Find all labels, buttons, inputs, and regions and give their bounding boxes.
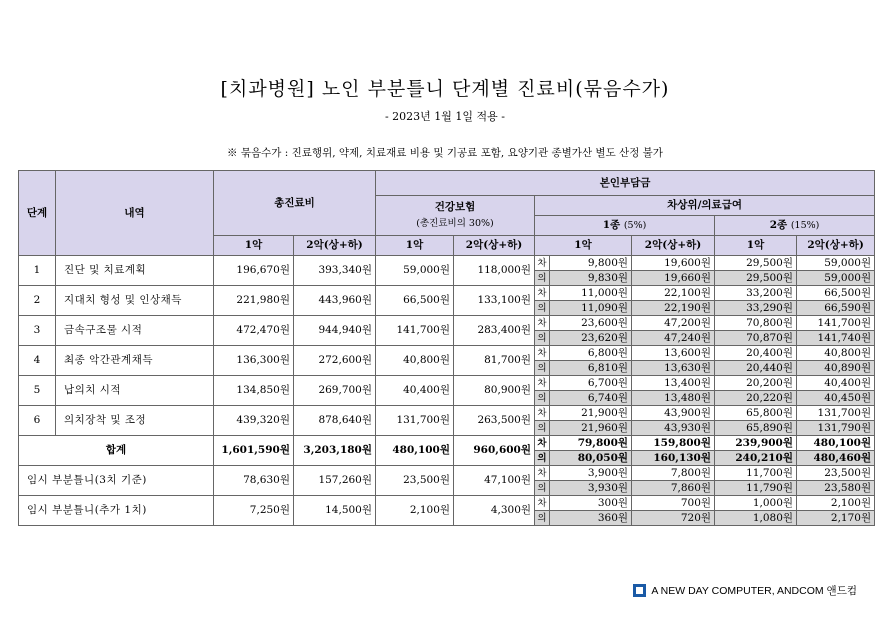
ui-value: 40,890원 [797, 361, 875, 376]
insurance-jaw2: 263,500원 [454, 406, 535, 436]
ui-value: 6,740원 [550, 391, 632, 406]
ui-value: 70,870원 [715, 331, 797, 346]
bundle-note: ※ 묶음수가 : 진료행위, 약제, 치료재료 비용 및 기공료 포함, 요양기관 종별가산 별도 산정 불가 [227, 147, 663, 159]
cha-value: 13,400원 [632, 376, 715, 391]
table-row [19, 286, 875, 301]
ui-value: 141,740원 [797, 331, 875, 346]
footer-brand [633, 583, 857, 598]
insurance-jaw1: 141,700원 [376, 316, 454, 346]
insurance-jaw2: 283,400원 [454, 316, 535, 346]
total-fee-jaw1: 472,470원 [214, 316, 294, 346]
cha-value: 2,100원 [797, 496, 875, 511]
cha-value: 23,600원 [550, 316, 632, 331]
stage-number: 6 [19, 406, 56, 436]
table-row [19, 436, 875, 451]
cha-value: 300원 [550, 496, 632, 511]
header-special: 차상위/의료급여 [535, 196, 875, 216]
stage-name: 금속구조물 시적 [56, 316, 214, 346]
type2-label: 2종 [769, 219, 788, 231]
ui-value: 480,460원 [797, 451, 875, 466]
total-fee-jaw2: 393,340원 [294, 256, 376, 286]
total-fee-jaw1: 134,850원 [214, 376, 294, 406]
stage-name: 지대치 형성 및 인상채득 [56, 286, 214, 316]
label-cha: 차 [535, 376, 550, 391]
header-content: 내역 [56, 171, 214, 256]
ui-value: 20,220원 [715, 391, 797, 406]
total-fee-jaw2: 878,640원 [294, 406, 376, 436]
ui-value: 13,630원 [632, 361, 715, 376]
stage-number: 5 [19, 376, 56, 406]
fee-table [18, 170, 875, 526]
label-cha: 차 [535, 466, 550, 481]
temp-name: 임시 부분틀니(3치 기준) [19, 466, 214, 496]
cha-value: 700원 [632, 496, 715, 511]
total-fee-jaw2: 944,940원 [294, 316, 376, 346]
header-ins-jaw2: 2악(상+하) [454, 236, 535, 256]
cha-value: 11,000원 [550, 286, 632, 301]
ui-value: 20,440원 [715, 361, 797, 376]
cha-value: 11,700원 [715, 466, 797, 481]
insurance-jaw1: 66,500원 [376, 286, 454, 316]
label-ui: 의 [535, 271, 550, 286]
insurance-jaw2: 47,100원 [454, 466, 535, 496]
total-fee-jaw2: 157,260원 [294, 466, 376, 496]
total-fee-jaw2: 443,960원 [294, 286, 376, 316]
insurance-jaw2: 960,600원 [454, 436, 535, 466]
cha-value: 40,800원 [797, 346, 875, 361]
ui-value: 80,050원 [550, 451, 632, 466]
cha-value: 6,800원 [550, 346, 632, 361]
cha-value: 239,900원 [715, 436, 797, 451]
ui-value: 13,480원 [632, 391, 715, 406]
cha-value: 22,100원 [632, 286, 715, 301]
cha-value: 29,500원 [715, 256, 797, 271]
stage-number: 3 [19, 316, 56, 346]
label-ui: 의 [535, 361, 550, 376]
insurance-jaw1: 40,400원 [376, 376, 454, 406]
cha-value: 480,100원 [797, 436, 875, 451]
cha-value: 13,600원 [632, 346, 715, 361]
cha-value: 59,000원 [797, 256, 875, 271]
ui-value: 7,860원 [632, 481, 715, 496]
label-ui: 의 [535, 481, 550, 496]
header-total-jaw2: 2악(상+하) [294, 236, 376, 256]
ui-value: 3,930원 [550, 481, 632, 496]
stage-name: 납의치 시적 [56, 376, 214, 406]
table-row [19, 496, 875, 511]
ui-value: 240,210원 [715, 451, 797, 466]
cha-value: 70,800원 [715, 316, 797, 331]
ui-value: 131,790원 [797, 421, 875, 436]
total-fee-jaw2: 269,700원 [294, 376, 376, 406]
header-total-fee: 총진료비 [214, 171, 376, 236]
ui-value: 21,960원 [550, 421, 632, 436]
cha-value: 79,800원 [550, 436, 632, 451]
cha-value: 65,800원 [715, 406, 797, 421]
total-fee-jaw2: 3,203,180원 [294, 436, 376, 466]
stage-name: 최종 악간관계채득 [56, 346, 214, 376]
ui-value: 23,580원 [797, 481, 875, 496]
ui-value: 33,290원 [715, 301, 797, 316]
header-stage: 단계 [19, 171, 56, 256]
header-ins-jaw1: 1악 [376, 236, 454, 256]
cha-value: 43,900원 [632, 406, 715, 421]
ui-value: 160,130원 [632, 451, 715, 466]
insurance-jaw1: 23,500원 [376, 466, 454, 496]
cha-value: 23,500원 [797, 466, 875, 481]
insurance-label: 건강보험 [434, 201, 476, 213]
header-copay: 본인부담금 [376, 171, 875, 196]
label-cha: 차 [535, 286, 550, 301]
header-t1-jaw2: 2악(상+하) [632, 236, 715, 256]
label-ui: 의 [535, 331, 550, 346]
total-label: 합계 [19, 436, 214, 466]
insurance-jaw2: 80,900원 [454, 376, 535, 406]
ui-value: 66,590원 [797, 301, 875, 316]
header-t2-jaw2: 2악(상+하) [797, 236, 875, 256]
label-ui: 의 [535, 421, 550, 436]
label-ui: 의 [535, 391, 550, 406]
ui-value: 6,810원 [550, 361, 632, 376]
label-ui: 의 [535, 511, 550, 526]
insurance-jaw2: 81,700원 [454, 346, 535, 376]
total-fee-jaw1: 221,980원 [214, 286, 294, 316]
type2-rate: (15%) [790, 220, 820, 231]
ui-value: 360원 [550, 511, 632, 526]
insurance-jaw1: 59,000원 [376, 256, 454, 286]
insurance-jaw2: 118,000원 [454, 256, 535, 286]
ui-value: 9,830원 [550, 271, 632, 286]
type1-label: 1종 [602, 219, 621, 231]
cha-value: 3,900원 [550, 466, 632, 481]
type1-rate: (5%) [623, 220, 647, 231]
label-ui: 의 [535, 301, 550, 316]
ui-value: 23,620원 [550, 331, 632, 346]
header-insurance [376, 196, 535, 236]
footer-text: A NEW DAY COMPUTER, ANDCOM 앤드컴 [651, 585, 857, 597]
table-row [19, 376, 875, 391]
ui-value: 29,500원 [715, 271, 797, 286]
total-fee-jaw1: 1,601,590원 [214, 436, 294, 466]
cha-value: 19,600원 [632, 256, 715, 271]
total-fee-jaw2: 272,600원 [294, 346, 376, 376]
cha-value: 7,800원 [632, 466, 715, 481]
label-cha: 차 [535, 406, 550, 421]
stage-number: 1 [19, 256, 56, 286]
stage-name: 진단 및 치료계획 [56, 256, 214, 286]
stage-number: 2 [19, 286, 56, 316]
total-fee-jaw1: 196,670원 [214, 256, 294, 286]
cha-value: 1,000원 [715, 496, 797, 511]
insurance-jaw1: 40,800원 [376, 346, 454, 376]
cha-value: 40,400원 [797, 376, 875, 391]
table-row [19, 256, 875, 271]
insurance-jaw2: 133,100원 [454, 286, 535, 316]
cha-value: 141,700원 [797, 316, 875, 331]
cha-value: 47,200원 [632, 316, 715, 331]
header-type1 [535, 216, 715, 236]
ui-value: 19,660원 [632, 271, 715, 286]
insurance-sub: (총진료비의 30%) [416, 218, 494, 229]
stage-number: 4 [19, 346, 56, 376]
cha-value: 66,500원 [797, 286, 875, 301]
total-fee-jaw1: 78,630원 [214, 466, 294, 496]
header-t2-jaw1: 1악 [715, 236, 797, 256]
ui-value: 720원 [632, 511, 715, 526]
table-row [19, 316, 875, 331]
label-cha: 차 [535, 346, 550, 361]
header-t1-jaw1: 1악 [535, 236, 632, 256]
label-cha: 차 [535, 256, 550, 271]
label-cha: 차 [535, 436, 550, 451]
table-row [19, 466, 875, 481]
effective-date: - 2023년 1월 1일 적용 - [384, 110, 506, 123]
insurance-jaw1: 480,100원 [376, 436, 454, 466]
ui-value: 43,930원 [632, 421, 715, 436]
ui-value: 65,890원 [715, 421, 797, 436]
cha-value: 131,700원 [797, 406, 875, 421]
insurance-jaw1: 131,700원 [376, 406, 454, 436]
header-type2 [715, 216, 875, 236]
total-fee-jaw1: 439,320원 [214, 406, 294, 436]
cha-value: 159,800원 [632, 436, 715, 451]
cha-value: 33,200원 [715, 286, 797, 301]
ui-value: 40,450원 [797, 391, 875, 406]
header-total-jaw1: 1악 [214, 236, 294, 256]
insurance-jaw1: 2,100원 [376, 496, 454, 526]
ui-value: 59,000원 [797, 271, 875, 286]
cha-value: 20,400원 [715, 346, 797, 361]
label-ui: 의 [535, 451, 550, 466]
total-fee-jaw1: 136,300원 [214, 346, 294, 376]
andcom-logo-icon [633, 584, 646, 597]
ui-value: 22,190원 [632, 301, 715, 316]
ui-value: 11,090원 [550, 301, 632, 316]
label-cha: 차 [535, 316, 550, 331]
page-title: [치과병원] 노인 부분틀니 단계별 진료비(묶음수가) [220, 78, 670, 100]
ui-value: 11,790원 [715, 481, 797, 496]
total-fee-jaw2: 14,500원 [294, 496, 376, 526]
ui-value: 2,170원 [797, 511, 875, 526]
cha-value: 9,800원 [550, 256, 632, 271]
table-row [19, 346, 875, 361]
temp-name: 임시 부분틀니(추가 1치) [19, 496, 214, 526]
total-fee-jaw1: 7,250원 [214, 496, 294, 526]
cha-value: 21,900원 [550, 406, 632, 421]
ui-value: 1,080원 [715, 511, 797, 526]
label-cha: 차 [535, 496, 550, 511]
stage-name: 의치장착 및 조정 [56, 406, 214, 436]
cha-value: 6,700원 [550, 376, 632, 391]
insurance-jaw2: 4,300원 [454, 496, 535, 526]
ui-value: 47,240원 [632, 331, 715, 346]
cha-value: 20,200원 [715, 376, 797, 391]
table-row [19, 406, 875, 421]
